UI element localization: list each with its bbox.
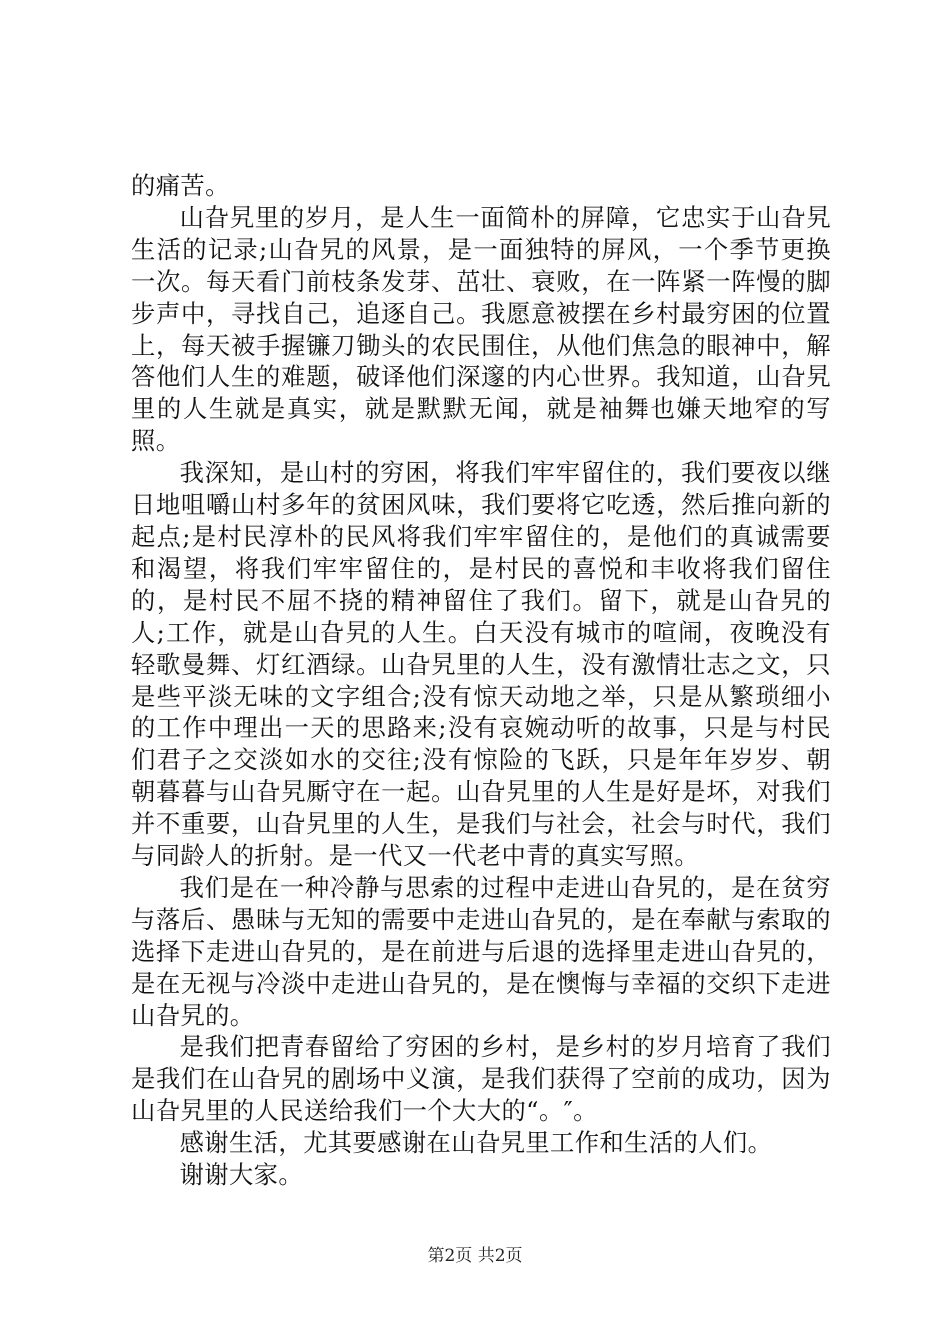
paragraph-6: 感谢生活，尤其要感谢在山旮旯里工作和生活的人们。 bbox=[179, 1128, 773, 1158]
page-number-footer: 第2页 共2页 bbox=[427, 1246, 523, 1266]
paragraph-4: 我们是在一种冷静与思索的过程中走进山旮旯的，是在贫穷与落后、愚昧与无知的需要中走进山旮旯的，是在奉献与索取的选择下走进山旮旯的，是在前进与后退的选择里走进山旮旯的，是在无视与冷淡中走进山旮旯的，是在懊悔与幸福的交织下走进山旮旯的。 bbox=[131, 872, 831, 1030]
paragraph-7: 谢谢大家。 bbox=[179, 1160, 304, 1190]
paragraph-3: 我深知，是山村的穷困，将我们牢牢留住的，我们要夜以继日地咀嚼山村多年的贫困风味，我们要将它吃透，然后推向新的起点;是村民淳朴的民风将我们牢牢留住的，是他们的真诚需要和渴望，将我们牢牢留住的，是村民的喜悦和丰收将我们留住的，是村民不屈不挠的精神留住了我们。留下，就是山旮旯的人;工作，就是山旮旯的人生。白天没有城市的喧闹，夜晚没有轻歌曼舞、灯红酒绿。山旮旯里的人生，没有激情壮志之文，只是些平淡无味的文字组合;没有惊天动地之举，只是从繁琐细小的工作中理出一天的思路来;没有哀婉动听的故事，只是与村民们君子之交淡如水的交往;没有惊险的飞跃，只是年年岁岁、朝朝暮暮与山旮旯厮守在一起。山旮旯里的人生是好是坏，对我们并不重要，山旮旯里的人生，是我们与社会，社会与时代，我们与同龄人的折射。是一代又一代老中青的真实写照。 bbox=[131, 458, 831, 871]
paragraph-5: 是我们把青春留给了穷困的乡村，是乡村的岁月培育了我们是我们在山旮旯的剧场中义演，是我们获得了空前的成功，因为山旮旯里的人民送给我们一个大大的“。″。 bbox=[131, 1032, 831, 1126]
paragraph-2: 山旮旯里的岁月，是人生一面简朴的屏障，它忠实于山旮旯生活的记录;山旮旯的风景，是一面独特的屏风，一个季节更换一次。每天看门前枝条发芽、茁壮、衰败，在一阵紧一阵慢的脚步声中，寻找自己，追逐自己。我愿意被摆在乡村最穷困的位置上，每天被手握镰刀锄头的农民围住，从他们焦急的眼神中，解答他们人生的难题，破译他们深邃的内心世界。我知道，山旮旯里的人生就是真实，就是默默无闻，就是袖舞也嫌天地窄的写照。 bbox=[131, 202, 831, 456]
document-body bbox=[131, 170, 831, 1191]
paragraph-1: 的痛苦。 bbox=[131, 171, 230, 200]
